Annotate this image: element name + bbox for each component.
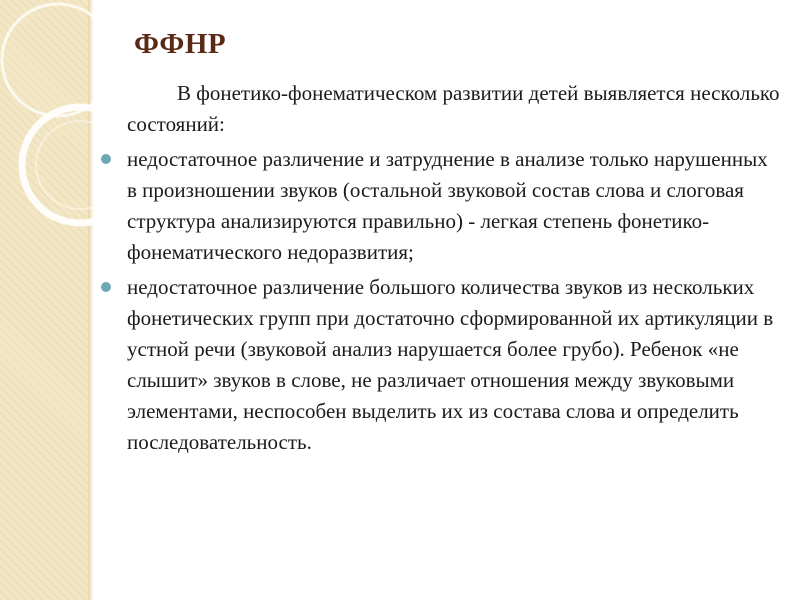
list-item-text: недостаточное различение и затруднение в анализе только нарушенных в произношении звуков (остальной звуковой состав слова и слоговая структура анализируются правильно) - легкая степень фонетико-фонематического недоразвития; — [127, 147, 768, 264]
circle-bullet-icon — [101, 154, 111, 164]
slide-content — [95, 78, 780, 462]
list-item — [95, 272, 780, 458]
intro-paragraph: В фонетико-фонематическом развитии детей выявляется несколько состояний: — [127, 81, 780, 136]
list-item-text: недостаточное различение большого количества звуков из нескольких фонетических групп при достаточно сформированной их артикуляции в устной речи (звуковой анализ нарушается более грубо). Ребенок «не слышит» звуков в слове, не различает отношения между звуковыми элементами, неспособен выделить их из состава слова и определить последовательность. — [127, 275, 774, 454]
list-item — [95, 144, 780, 268]
bullet-list — [95, 144, 780, 458]
circle-bullet-icon — [101, 282, 111, 292]
slide-title: ФФНР — [134, 28, 227, 60]
